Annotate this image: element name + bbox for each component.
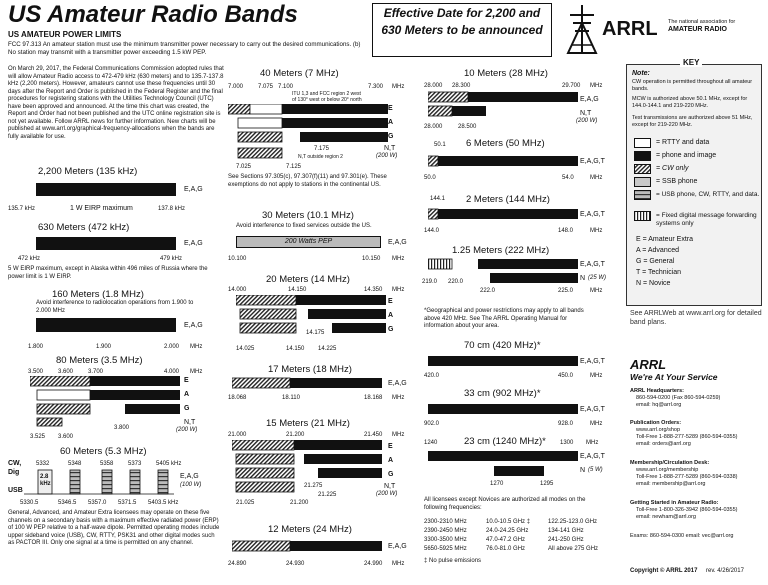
freq-15m-5: 21.200 bbox=[290, 500, 309, 506]
class-23cm: E,A,G,T bbox=[580, 453, 605, 460]
key-class-general: G = General bbox=[636, 258, 675, 265]
copyright: Copyright © ARRL 2017 bbox=[630, 568, 698, 574]
class-80m-g: G bbox=[184, 405, 190, 412]
key-class-extra: E = Amateur Extra bbox=[636, 236, 693, 243]
freq-80m-7: 3.800 bbox=[114, 425, 130, 431]
freq-12m-1: 24.890 bbox=[228, 561, 247, 567]
above-freq-table bbox=[424, 518, 598, 554]
freq-60m-6: 5330.5 bbox=[20, 500, 39, 506]
band-title-23cm: 23 cm (1240 MHz)* bbox=[464, 436, 546, 447]
above-cell: 10.0-10.5 GHz ‡ bbox=[486, 519, 531, 525]
class-23cm-n: N bbox=[580, 467, 586, 474]
key-note-test: Test transmissions are authorized above 51 MHz, except for 219-220 MHz. bbox=[632, 115, 753, 128]
band-title-10m: 10 Meters (28 MHz) bbox=[464, 68, 548, 79]
note-40m-exemptions: See Sections 97.305(c), 97.307(f)(11) and 97.301(e). These exemptions do not apply to stations in the continental US. bbox=[228, 174, 387, 188]
freq-80m-6: 3.600 bbox=[58, 434, 74, 440]
freq-125m-2: 220.0 bbox=[448, 279, 464, 285]
band-bars-23cm bbox=[428, 450, 578, 480]
service-exams: Exams: 860-594-0300 email: vec@arrl.org bbox=[630, 533, 734, 539]
arrl-logo-icon bbox=[564, 3, 600, 59]
class-15m-a: A bbox=[388, 457, 394, 464]
freq-160m-2: 1.900 bbox=[96, 344, 112, 350]
band-title-70cm: 70 cm (420 MHz)* bbox=[464, 340, 541, 351]
above-row bbox=[424, 536, 598, 545]
service-line: www.arrl.org/membership bbox=[636, 467, 699, 473]
above-note: All licensees except Novices are authorized all modes on the following frequencies: bbox=[424, 497, 586, 511]
service-line: Getting Started in Amateur Radio: bbox=[630, 500, 719, 506]
service-hq bbox=[630, 388, 720, 409]
class-40m-nt: N,T bbox=[384, 145, 396, 152]
freq-80m-4: 4.000 bbox=[164, 369, 180, 375]
key-swatches bbox=[634, 138, 652, 228]
service-line: email: membership@arrl.org bbox=[636, 481, 706, 487]
service-line: email: orders@arrl.org bbox=[636, 441, 691, 447]
service-membership bbox=[630, 460, 738, 488]
above-cell: 2300-2310 MHz bbox=[424, 519, 467, 525]
freq-17m-1: 18.068 bbox=[228, 395, 247, 401]
band-title-15m: 15 Meters (21 MHz) bbox=[266, 418, 350, 429]
freq-125m-3: 222.0 bbox=[480, 288, 496, 294]
service-line: Toll-Free 1-888-277-5289 (860-594-0355) bbox=[636, 434, 738, 440]
unit-6m: MHz bbox=[590, 175, 603, 181]
freq-6m-1: 50.1 bbox=[434, 142, 446, 148]
key-note-label: Note: bbox=[632, 70, 650, 77]
key-class-technician: T = Technician bbox=[636, 269, 682, 276]
band-title-2m: 2 Meters (144 MHz) bbox=[466, 194, 550, 205]
freq-20m-3: 14.350 bbox=[364, 287, 383, 293]
freq-15m-7: 21.225 bbox=[318, 492, 337, 498]
class-70cm: E,A,G,T bbox=[580, 358, 605, 365]
service-line: www.arrl.org/shop bbox=[636, 427, 681, 433]
band-title-6m: 6 Meters (50 MHz) bbox=[466, 138, 545, 149]
band-bar-30m: 200 Watts PEP bbox=[236, 236, 381, 248]
class-15m-g: G bbox=[388, 471, 394, 478]
band-title-12m: 12 Meters (24 MHz) bbox=[268, 524, 352, 535]
class-20m-a: A bbox=[388, 312, 394, 319]
freq-17m-3: 18.168 bbox=[364, 395, 383, 401]
key-legend-rtty: = RTTY and data bbox=[656, 139, 710, 146]
unit-12m: MHz bbox=[392, 561, 405, 567]
freq-23cm-3: 1270 bbox=[490, 481, 504, 487]
class-40m-e: E bbox=[388, 105, 393, 112]
channel-width-unit-60m: kHz bbox=[40, 481, 51, 487]
service-line: 860-594-0200 (Fax 860-594-0259) bbox=[636, 395, 721, 401]
service-line: email: hq@arrl.org bbox=[636, 402, 682, 408]
above-cell: 241-250 GHz bbox=[548, 537, 584, 543]
freq-60m-8: 5357.0 bbox=[88, 500, 107, 506]
band-title-33cm: 33 cm (902 MHz)* bbox=[464, 388, 541, 399]
freq-40m-4: 7.300 bbox=[368, 84, 384, 90]
freq-160m-1: 1.800 bbox=[28, 344, 44, 350]
band-bar-70cm bbox=[428, 356, 578, 366]
freq-60m-3: 5358 bbox=[100, 461, 114, 467]
class-80m-nt: N,T bbox=[184, 419, 196, 426]
class-30m: E,A,G bbox=[388, 239, 407, 246]
freq-2m-1: 144.1 bbox=[430, 196, 446, 202]
service-brand: ARRL bbox=[630, 357, 667, 372]
freq-6m-3: 54.0 bbox=[562, 175, 574, 181]
class-80m-e: E bbox=[184, 377, 189, 384]
arrl-logo-text: ARRL bbox=[602, 18, 658, 40]
class-630m: E,A,G bbox=[184, 240, 203, 247]
band-title-30m: 30 Meters (10.1 MHz) bbox=[262, 210, 354, 221]
note-2200m: 1 W EIRP maximum bbox=[70, 205, 133, 212]
service-line: Toll-Free 1-888-277-5289 (860-594-0338) bbox=[636, 474, 738, 480]
unit-70cm: MHz bbox=[590, 373, 603, 379]
service-line: ARRL Headquarters: bbox=[630, 388, 684, 394]
above-row bbox=[424, 527, 598, 536]
unit-15m: MHz bbox=[392, 432, 405, 438]
unit-10m: MHz bbox=[590, 83, 603, 89]
freq-40m-6: 7.125 bbox=[286, 164, 302, 170]
above-cell: 3300-3500 MHz bbox=[424, 537, 467, 543]
band-bar-160m bbox=[36, 318, 176, 332]
class-2m: E,A,G,T bbox=[580, 211, 605, 218]
unit-125m: MHz bbox=[590, 288, 603, 294]
class-125m: E,A,G,T bbox=[580, 261, 605, 268]
service-getting-started bbox=[630, 500, 738, 521]
band-title-80m: 80 Meters (3.5 MHz) bbox=[56, 355, 143, 366]
service-line: Toll-Free 1-800-326-3942 (860-594-0355) bbox=[636, 507, 738, 513]
above-cell: 47.0-47.2 GHz bbox=[486, 537, 526, 543]
key-class-advanced: A = Advanced bbox=[636, 247, 680, 254]
class-80m-a: A bbox=[184, 391, 190, 398]
band-title-60m: 60 Meters (5.3 MHz) bbox=[60, 446, 147, 457]
service-publications bbox=[630, 420, 738, 448]
unit-17m: MHz bbox=[392, 395, 405, 401]
freq-10m-4: 28.000 bbox=[424, 124, 443, 130]
power-limits-heading: US AMATEUR POWER LIMITS bbox=[8, 30, 122, 39]
band-title-20m: 20 Meters (14 MHz) bbox=[266, 274, 350, 285]
freq-30m-2: 10.150 bbox=[362, 256, 381, 262]
above-cell: 5650-5925 MHz bbox=[424, 546, 467, 552]
unit-30m: MHz bbox=[392, 256, 405, 262]
note-60m: General, Advanced, and Amateur Extra licensees may operate on these five channels on a secondary basis with a maximum effective radiated power (ERP) of 100 W PEP relative to a half-wave dipole. Permitted operating modes include upper sideband voice (USB), CW, RTTY, PSK31 and other digital modes such as PACTOR III. Only one signal at a time is permitted on any channel. bbox=[8, 510, 220, 546]
band-title-2200m: 2,200 Meters (135 kHz) bbox=[38, 166, 138, 177]
band-bars-12m bbox=[232, 540, 382, 552]
service-line: Membership/Circulation Desk: bbox=[630, 460, 710, 466]
freq-12m-2: 24.930 bbox=[286, 561, 305, 567]
freq-10m-5: 28.500 bbox=[458, 124, 477, 130]
freq-70cm-2: 450.0 bbox=[558, 373, 574, 379]
freq-23cm-2: 1300 bbox=[560, 440, 574, 446]
band-bars-80m bbox=[30, 376, 180, 430]
freq-15m-6: 21.275 bbox=[304, 483, 323, 489]
unit-80m: MHz bbox=[190, 369, 203, 375]
freq-160m-3: 2.000 bbox=[164, 344, 180, 350]
freq-15m-3: 21.450 bbox=[364, 432, 383, 438]
page-title: US Amateur Radio Bands bbox=[8, 1, 298, 28]
freq-10m-3: 29.700 bbox=[562, 83, 581, 89]
freq-2200m-low: 135.7 kHz bbox=[8, 206, 36, 212]
power-80m: (200 W) bbox=[176, 427, 198, 433]
note-30m: Avoid interference to fixed services outside the US. bbox=[236, 223, 372, 229]
label-60m-usb: USB bbox=[8, 487, 23, 494]
power-40m: (200 W) bbox=[376, 153, 398, 159]
logo-tagline-1: The national association for bbox=[668, 19, 736, 25]
class-40m-g: G bbox=[388, 133, 394, 140]
class-2200m: E,A,G bbox=[184, 186, 203, 193]
band-bar-630m bbox=[36, 237, 176, 250]
class-60m: E,A,G bbox=[180, 473, 199, 480]
above-cell: All above 275 GHz bbox=[548, 546, 599, 552]
key-heading: KEY bbox=[680, 58, 702, 67]
band-bar-2200m bbox=[36, 183, 176, 196]
class-15m-e: E bbox=[388, 443, 393, 450]
class-125m-n: N bbox=[580, 275, 586, 282]
band-bars-10m bbox=[428, 90, 578, 120]
freq-33cm-1: 902.0 bbox=[424, 421, 440, 427]
power-23cm: (5 W) bbox=[588, 467, 603, 473]
class-10m-nt: N,T bbox=[580, 110, 592, 117]
unit-160m: MHz bbox=[190, 344, 203, 350]
logo-tagline-2: AMATEUR RADIO bbox=[668, 26, 727, 33]
freq-40m-7: 7.175 bbox=[314, 146, 330, 152]
class-10m-eag: E,A,G bbox=[580, 96, 599, 103]
freq-20m-6: 14.225 bbox=[318, 346, 337, 352]
freq-60m-2: 5348 bbox=[68, 461, 82, 467]
class-160m: E,A,G bbox=[184, 322, 203, 329]
unit-23cm: MHz bbox=[586, 440, 599, 446]
label-60m-cw: CW, bbox=[8, 460, 22, 467]
class-17m: E,A,G bbox=[388, 380, 407, 387]
service-line: email: newham@arrl.org bbox=[636, 514, 696, 520]
effective-date-box: Effective Date for 2,200 and 630 Meters to be announced bbox=[372, 3, 552, 57]
freq-20m-5: 14.150 bbox=[286, 346, 305, 352]
freq-125m-4: 225.0 bbox=[558, 288, 574, 294]
above-cell: 76.0-81.0 GHz bbox=[486, 546, 526, 552]
note-40m-nt: N,T outside region 2 bbox=[298, 154, 343, 160]
freq-80m-3: 3.700 bbox=[88, 369, 104, 375]
channel-width-60m: 2.8 bbox=[40, 474, 49, 480]
key-class-novice: N = Novice bbox=[636, 280, 671, 287]
freq-15m-1: 21.000 bbox=[228, 432, 247, 438]
freq-40m-3: 7.100 bbox=[278, 84, 294, 90]
freq-60m-9: 5371.5 bbox=[118, 500, 137, 506]
above-row bbox=[424, 518, 598, 527]
above-cell: 2390-2450 MHz bbox=[424, 528, 467, 534]
freq-630m-high: 479 kHz bbox=[160, 256, 183, 262]
key-legend-usb: = USB phone, CW, RTTY, and data. bbox=[656, 191, 760, 198]
freq-2m-3: 148.0 bbox=[558, 228, 574, 234]
power-60m: (100 W) bbox=[180, 482, 202, 488]
freq-17m-2: 18.110 bbox=[282, 395, 300, 401]
band-title-40m: 40 Meters (7 MHz) bbox=[260, 68, 339, 79]
freq-70cm-1: 420.0 bbox=[424, 373, 440, 379]
intro-paragraph: On March 29, 2017, the Federal Communications Commission adopted rules that will allow Amateur Radio access to 472-479 kHz (630 meters) and to 135.7-137.8 kHz (2,200 meters). However, amateurs cannot use these frequencies until 30 days after the Report and Order is published in the Federal Register and the final procedures for registering stations with the Utilities Technology Council (UTC) have been approved and announced. At the time this chart was created, the Report and Order had not been published and the UTC online registration site is not yet available. Follow ARRL news for further information. New charts will be published at www.arrl.org/graphical-frequency-allocations when the bands are fully available for use. bbox=[8, 66, 224, 140]
geo-restriction-note: *Geographical and power restrictions may apply to all bands above 420 MHz. See The ARRL Operating Manual for information about your area. bbox=[424, 308, 584, 329]
freq-15m-2: 21.200 bbox=[286, 432, 305, 438]
class-12m: E,A,G bbox=[388, 543, 407, 550]
key-legend-phone: = phone and image bbox=[656, 152, 717, 159]
service-tagline: We're At Your Service bbox=[630, 372, 718, 382]
above-cell: 24.0-24.25 GHz bbox=[486, 528, 529, 534]
freq-80m-5: 3.525 bbox=[30, 434, 46, 440]
unit-40m: MHz bbox=[392, 84, 405, 90]
band-bars-6m bbox=[428, 155, 578, 167]
freq-60m-1: 5332 bbox=[36, 461, 50, 467]
freq-2m-2: 144.0 bbox=[424, 228, 440, 234]
freq-60m-7: 5346.5 bbox=[58, 500, 77, 506]
power-limits-text: FCC 97.313 An amateur station must use the minimum transmitter power necessary to carry out the desired communications. (b) No station may transmit with a transmitter power exceeding 1.5 kW PEP. bbox=[8, 41, 361, 56]
key-see-web: See ARRLWeb at www.arrl.org for detailed band plans. bbox=[630, 310, 762, 326]
freq-20m-7: 14.175 bbox=[306, 330, 325, 336]
freq-125m-1: 219.0 bbox=[422, 279, 438, 285]
unit-2m: MHz bbox=[590, 228, 603, 234]
band-title-160m: 160 Meters (1.8 MHz) bbox=[52, 289, 144, 300]
freq-10m-2: 28.300 bbox=[452, 83, 471, 89]
band-bars-2m bbox=[428, 208, 578, 220]
service-line: Publication Orders: bbox=[630, 420, 682, 426]
unit-20m: MHz bbox=[392, 287, 405, 293]
class-20m-g: G bbox=[388, 326, 394, 333]
class-40m-a: A bbox=[388, 119, 394, 126]
note-160m: Avoid interference to radiolocation operations from 1.900 to 2.000 MHz bbox=[36, 300, 194, 314]
band-bars-17m bbox=[232, 377, 382, 389]
key-note-mcw: MCW is authorized above 50.1 MHz, except for 144.0-144.1 and 219-220 MHz. bbox=[632, 96, 748, 109]
freq-30m-1: 10.100 bbox=[228, 256, 247, 262]
freq-60m-5: 5405 kHz bbox=[156, 461, 182, 467]
note-40m-region: ITU 1,3 and FCC region 2 west of 130° west or below 20° north bbox=[292, 91, 362, 103]
class-33cm: E,A,G,T bbox=[580, 406, 605, 413]
freq-12m-3: 24.990 bbox=[364, 561, 383, 567]
freq-630m-low: 472 kHz bbox=[18, 256, 41, 262]
freq-40m-1: 7.000 bbox=[228, 84, 244, 90]
freq-10m-1: 28.000 bbox=[424, 83, 443, 89]
band-title-17m: 17 Meters (18 MHz) bbox=[268, 364, 352, 375]
key-legend-ssb: = SSB phone bbox=[656, 178, 698, 185]
freq-60m-10: 5403.5 kHz bbox=[148, 500, 179, 506]
above-row bbox=[424, 545, 598, 554]
band-title-125m: 1.25 Meters (222 MHz) bbox=[452, 245, 550, 256]
freq-60m-4: 5373 bbox=[128, 461, 142, 467]
power-15m: (200 W) bbox=[376, 491, 398, 497]
above-footnote: ‡ No pulse emissions bbox=[424, 558, 482, 564]
note-630m: 5 W EIRP maximum, except in Alaska within 496 miles of Russia where the power limit is 1 W EIRP. bbox=[8, 266, 208, 280]
label-60m-dig: Dig bbox=[8, 469, 20, 476]
freq-2200m-high: 137.8 kHz bbox=[158, 206, 186, 212]
freq-80m-2: 3.600 bbox=[58, 369, 74, 375]
key-legend-cw: = CW only bbox=[656, 165, 689, 172]
freq-15m-4: 21.025 bbox=[236, 500, 255, 506]
unit-33cm: MHz bbox=[590, 421, 603, 427]
freq-23cm-1: 1240 bbox=[424, 440, 438, 446]
freq-23cm-4: 1295 bbox=[540, 481, 554, 487]
freq-80m-1: 3.500 bbox=[28, 369, 44, 375]
freq-33cm-2: 928.0 bbox=[558, 421, 574, 427]
band-title-630m: 630 Meters (472 kHz) bbox=[38, 222, 130, 233]
power-125m: (25 W) bbox=[588, 275, 606, 281]
freq-20m-4: 14.025 bbox=[236, 346, 255, 352]
power-10m: (200 W) bbox=[576, 118, 598, 124]
freq-40m-2: 7.075 bbox=[258, 84, 274, 90]
key-note-cw: CW operation is permitted throughout all amateur bands. bbox=[632, 79, 753, 92]
freq-20m-2: 14.150 bbox=[288, 287, 307, 293]
freq-40m-5: 7.025 bbox=[236, 164, 252, 170]
above-cell: 122.25-123.0 GHz bbox=[548, 519, 598, 525]
revision-date: rev. 4/26/2017 bbox=[706, 568, 744, 574]
class-15m-nt: N,T bbox=[384, 483, 396, 490]
freq-6m-2: 50.0 bbox=[424, 175, 436, 181]
freq-20m-1: 14.000 bbox=[228, 287, 247, 293]
above-cell: 134-141 GHz bbox=[548, 528, 584, 534]
class-6m: E,A,G,T bbox=[580, 158, 605, 165]
class-20m-e: E bbox=[388, 298, 393, 305]
key-legend-fixed: = Fixed digital message forwarding systems only bbox=[656, 212, 757, 227]
band-bar-33cm bbox=[428, 404, 578, 414]
